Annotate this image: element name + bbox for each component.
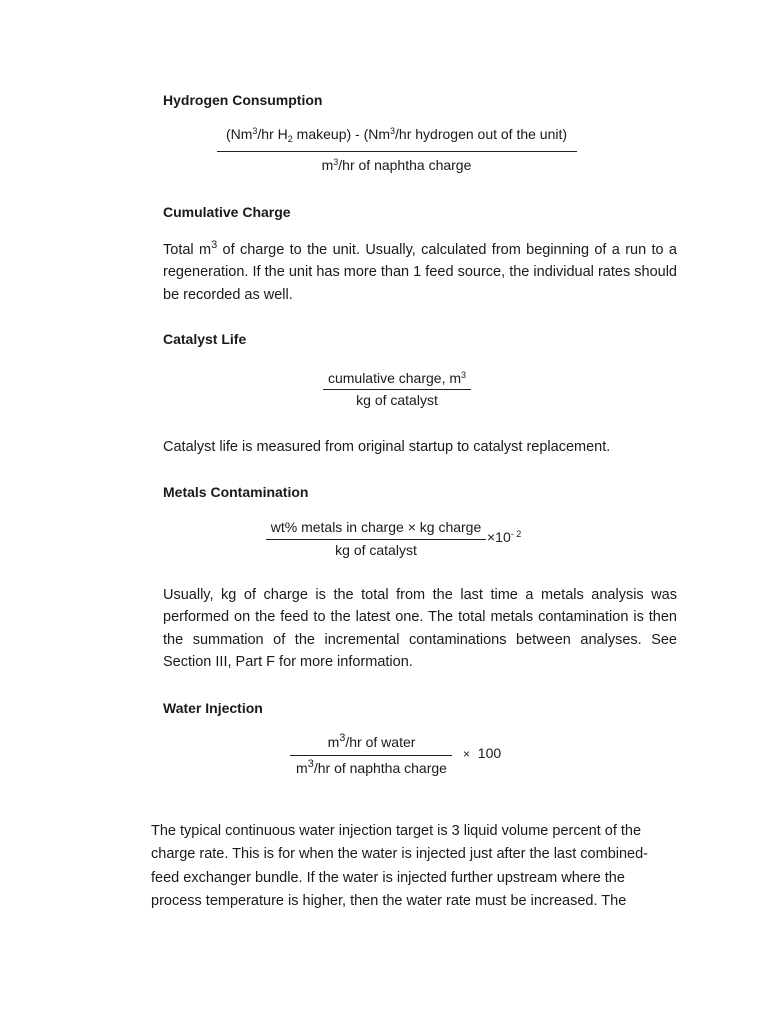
cumulative-charge-paragraph: Total $m^3$ of charge to the unit. Usually, calculated from beginning of a run to a regeneration. If the unit has more than 1 feed source, the individual rates should be recorded as well. <box>163 239 677 303</box>
catalyst-life-denominator: kg of catalyst <box>356 392 438 408</box>
catalyst-life-numerator: cumulative charge, $m^3$ <box>327 370 467 386</box>
catalyst-life-heading: Catalyst Life <box>163 331 247 347</box>
water-paragraph-line: feed exchanger bundle. If the water is injected further upstream where the <box>151 869 625 886</box>
catalyst-life-note: Catalyst life is measured from original startup to catalyst replacement. <box>163 439 611 455</box>
metals-fraction-bar <box>266 539 486 540</box>
water-fraction-bar <box>290 755 452 756</box>
hydrogen-formula-denominator: $m^3/hr$ of naphtha charge <box>321 157 472 173</box>
metals-denominator: kg of catalyst <box>335 542 417 558</box>
catalyst-life-fraction-bar <box>323 389 471 390</box>
metals-contamination-heading: Metals Contamination <box>163 484 309 500</box>
metals-paragraph: Usually, kg of charge is the total from the last time a metals analysis was performed on the feed to the latest one. The total metals contamination is then the summation of the incremental contaminations between analyses. See Section III, Part F for more information. <box>163 587 677 670</box>
water-paragraph <box>151 820 711 913</box>
hydrogen-consumption-heading: Hydrogen Consumption <box>163 92 323 108</box>
water-denominator: $m^3/hr$ of naphtha charge <box>296 758 447 776</box>
water-paragraph-line: process temperature is higher, then the water rate must be increased. The <box>151 892 627 909</box>
water-paragraph-line: The typical continuous water injection target is 3 liquid volume percent of the <box>151 823 642 839</box>
water-injection-heading: Water Injection <box>163 700 263 716</box>
metals-multiplier: $\times 10^{- 2}$ <box>487 529 522 545</box>
water-paragraph-line: charge rate. This is for when the water is injected just after the last combined- <box>151 846 649 863</box>
metals-numerator: wt% metals in charge × kg charge <box>270 519 482 535</box>
water-numerator: $m^3/hr$ of water <box>327 732 416 750</box>
hydrogen-fraction-bar <box>217 151 577 152</box>
water-multiplier: × 100 <box>463 745 502 761</box>
cumulative-charge-heading: Cumulative Charge <box>163 204 291 220</box>
hydrogen-formula-numerator: (Nm$^3$/hr $H_2$ makeup) - (Nm$^3$/hr hydrogen out of the unit) <box>225 126 568 144</box>
